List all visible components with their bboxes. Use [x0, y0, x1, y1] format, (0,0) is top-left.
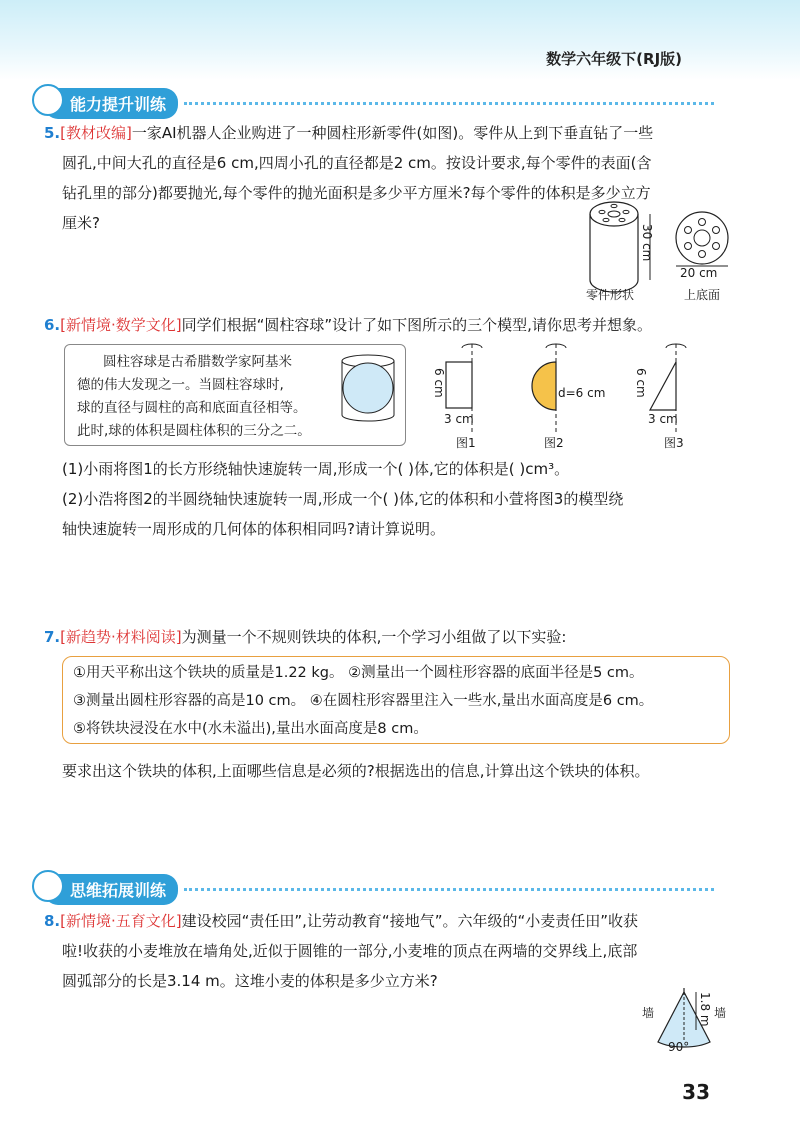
q-tag: [新情境·数学文化]	[60, 316, 182, 334]
info-text: 此时,球的体积是圆柱体积的三分之二。	[77, 423, 311, 439]
fig3-caption: 图3	[664, 436, 684, 450]
wall-left-label: 墙	[642, 1006, 655, 1020]
q-number: 6.	[44, 316, 61, 334]
dotted-line	[184, 102, 714, 105]
section-header-thinking	[44, 874, 714, 905]
q-number: 7.	[44, 628, 61, 646]
figure-caption: 零件形状	[586, 288, 635, 302]
q-text: 圆弧部分的长是3.14 m。这堆小麦的体积是多少立方米?	[62, 972, 438, 990]
info-text: 球的直径与圆柱的高和底面直径相等。	[77, 400, 307, 416]
section-title: 思维拓展训练	[70, 881, 167, 900]
experiment-step: ①用天平称出这个铁块的质量是1.22 kg。 ②测量出一个圆柱形容器的底面半径是5 cm。	[73, 665, 644, 681]
dotted-line	[184, 888, 714, 891]
figure-caption: 上底面	[684, 288, 721, 302]
q-text: 要求出这个铁块的体积,上面哪些信息是必须的?根据选出的信息,计算出这个铁块的体积。	[62, 762, 650, 780]
fig2-diameter: d=6 cm	[558, 386, 606, 400]
q-subpart: 轴快速旋转一周形成的几何体的体积相同吗?请计算说明。	[62, 520, 445, 538]
q-text: 一家AI机器人企业购进了一种圆柱形新零件(如图)。零件从上到下垂直钻了一些	[131, 124, 654, 142]
mascot-icon	[32, 84, 64, 116]
section-title: 能力提升训练	[70, 95, 167, 114]
cylinder-sphere-icon	[339, 353, 397, 423]
angle-label: 90°	[668, 1040, 690, 1054]
height-label: 30 cm	[640, 224, 654, 262]
section-pill	[44, 88, 178, 119]
q-subpart: (2)小浩将图2的半圆绕轴快速旋转一周,形成一个( )体,它的体积和小萱将图3的模型绕	[62, 490, 624, 508]
wall-right-label: 墙	[714, 1006, 727, 1020]
question-8	[44, 906, 756, 996]
height-label: 1.8 m	[698, 992, 712, 1027]
q-tag: [新情境·五育文化]	[60, 912, 182, 930]
info-text: 德的伟大发现之一。当圆柱容球时,	[77, 377, 284, 393]
question-6-parts	[44, 454, 756, 544]
info-box	[64, 344, 406, 446]
q-text: 为测量一个不规则铁块的体积,一个学习小组做了以下实验:	[181, 628, 567, 646]
q-text: 钻孔里的部分)都要抛光,每个零件的抛光面积是多少平方厘米?每个零件的体积是多少立方	[62, 184, 651, 202]
fig1-caption: 图1	[456, 436, 476, 450]
book-title: 数学六年级下(RJ版)	[546, 50, 682, 68]
fig1-width: 3 cm	[444, 412, 474, 426]
experiment-step: ③测量出圆柱形容器的高是10 cm。 ④在圆柱形容器里注入一些水,量出水面高度是6 cm。	[73, 693, 654, 709]
mascot-icon	[32, 870, 64, 902]
q-text: 啦!收获的小麦堆放在墙角处,近似于圆锥的一部分,小麦堆的顶点在两墙的交界线上,底部	[62, 942, 638, 960]
page-number: 33	[682, 1080, 710, 1104]
diameter-label: 20 cm	[680, 266, 718, 280]
q-text: 同学们根据“圆柱容球”设计了如下图所示的三个模型,请你思考并想象。	[181, 316, 652, 334]
q-tag: [新趋势·材料阅读]	[60, 628, 182, 646]
section-pill	[44, 874, 178, 905]
fig3-width: 3 cm	[648, 412, 678, 426]
question-7-ask	[44, 756, 756, 786]
question-6	[44, 310, 756, 340]
question-7	[44, 622, 756, 652]
section-header-ability	[44, 88, 714, 119]
fig2-caption: 图2	[544, 436, 564, 450]
experiment-box	[62, 656, 730, 744]
fig3-height: 6 cm	[634, 368, 648, 398]
q-text: 建设校园“责任田”,让劳动教育“接地气”。六年级的“小麦责任田”收获	[181, 912, 639, 930]
info-text: 圆柱容球是古希腊数学家阿基米	[103, 354, 292, 370]
fig1-height: 6 cm	[432, 368, 446, 398]
q-text: 圆孔,中间大孔的直径是6 cm,四周小孔的直径都是2 cm。按设计要求,每个零件的表面(含	[62, 154, 652, 172]
q-tag: [教材改编]	[60, 124, 132, 142]
q-subpart: (1)小雨将图1的长方形绕轴快速旋转一周,形成一个( )体,它的体积是( )cm³。	[62, 460, 570, 478]
q-number: 8.	[44, 912, 61, 930]
experiment-step: ⑤将铁块浸没在水中(水未溢出),量出水面高度是8 cm。	[73, 721, 428, 737]
q-number: 5.	[44, 124, 61, 142]
q-text: 厘米?	[62, 214, 100, 232]
